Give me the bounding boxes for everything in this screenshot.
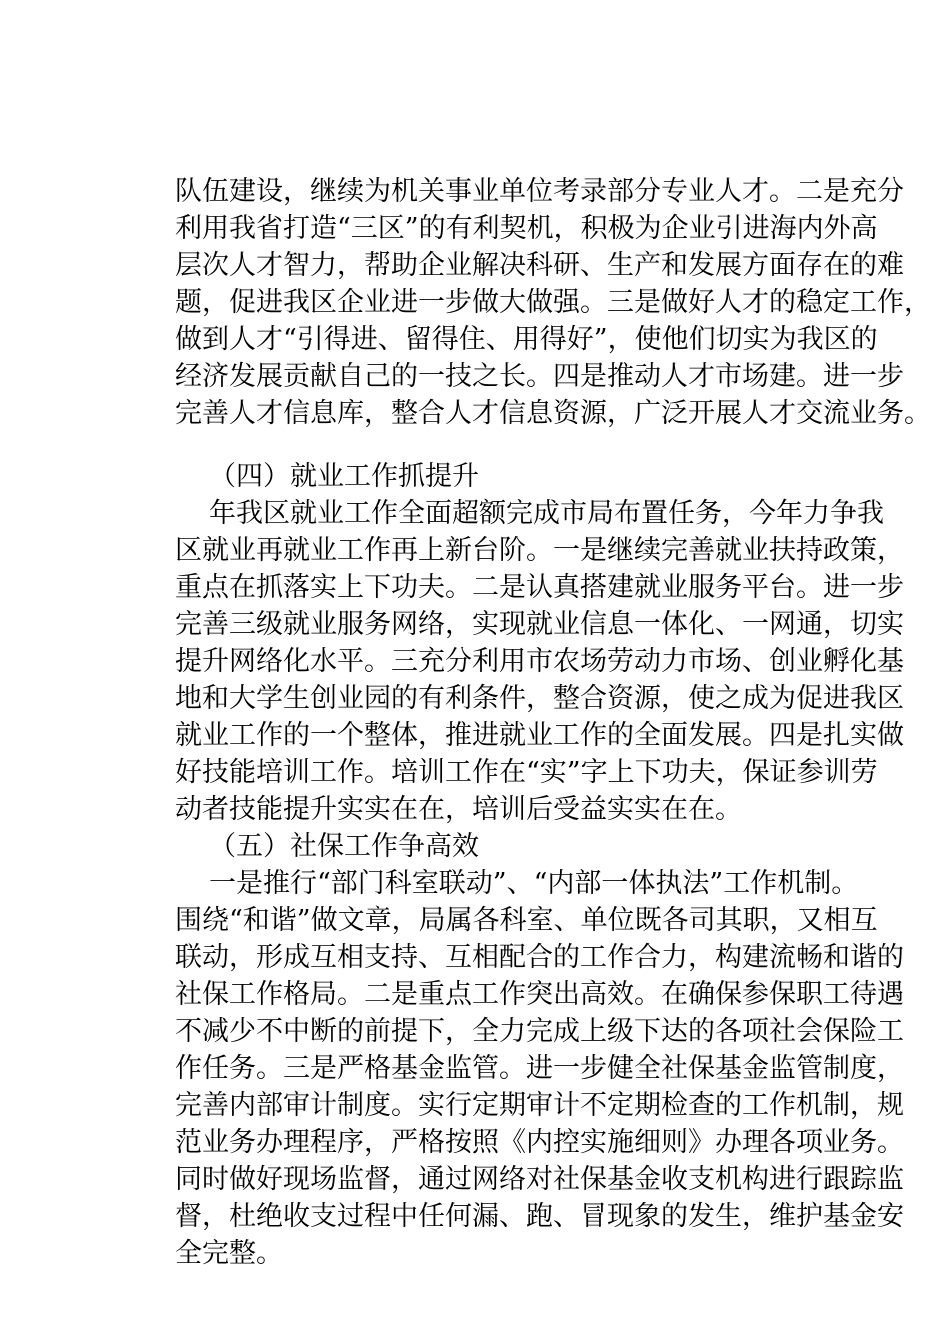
body-line: 层次人才智力，帮助企业解决科研、生产和发展方面存在的难 xyxy=(175,250,904,281)
body-line: 题，促进我区企业进一步做大做强。三是做好人才的稳定工作， xyxy=(175,287,931,318)
body-line: 队伍建设，继续为机关事业单位考录部分专业人才。二是充分 xyxy=(175,176,904,207)
body-line: 提升网络化水平。三充分利用市农场劳动力市场、创业孵化基 xyxy=(175,646,904,677)
body-line: 范业务办理程序，严格按照《内控实施细则》办理各项业务。 xyxy=(175,1127,904,1158)
body-line: 社保工作格局。二是重点工作突出高效。在确保参保职工待遇 xyxy=(175,979,904,1010)
body-line: 动者技能提升实实在在，培训后受益实实在在。 xyxy=(175,794,742,825)
body-line: 不减少不中断的前提下，全力完成上级下达的各项社会保险工 xyxy=(175,1016,904,1047)
body-line: 督，杜绝收支过程中任何漏、跑、冒现象的发生，维护基金安 xyxy=(175,1201,904,1232)
section-heading: （五）社保工作争高效 xyxy=(209,831,479,862)
body-line: 好技能培训工作。培训工作在“实”字上下功夫，保证参训劳 xyxy=(175,757,878,788)
body-line: 作任务。三是严格基金监管。进一步健全社保基金监管制度， xyxy=(175,1053,904,1084)
body-line: 完善三级就业服务网络，实现就业信息一体化、一网通，切实 xyxy=(175,609,904,640)
body-line: 做到人才“引得进、留得住、用得好”，使他们切实为我区的 xyxy=(175,324,878,355)
body-line: 重点在抓落实上下功夫。二是认真搭建就业服务平台。进一步 xyxy=(175,572,904,603)
body-line: 完善内部审计制度。实行定期审计不定期检查的工作机制，规 xyxy=(175,1090,904,1121)
body-line: 就业工作的一个整体，推进就业工作的全面发展。四是扎实做 xyxy=(175,720,904,751)
body-line: 一是推行“部门科室联动”、“内部一体执法”工作机制。 xyxy=(209,868,859,899)
body-line: 全完整。 xyxy=(175,1238,283,1269)
body-line: 地和大学生创业园的有利条件，整合资源，使之成为促进我区 xyxy=(175,683,904,714)
section-heading: （四）就业工作抓提升 xyxy=(209,461,479,492)
body-line: 完善人才信息库，整合人才信息资源，广泛开展人才交流业务。 xyxy=(175,398,931,429)
body-line: 联动，形成互相支持、互相配合的工作合力，构建流畅和谐的 xyxy=(175,942,904,973)
body-line: 同时做好现场监督，通过网络对社保基金收支机构进行跟踪监 xyxy=(175,1164,904,1195)
body-line: 经济发展贡献自己的一技之长。四是推动人才市场建。进一步 xyxy=(175,361,904,392)
body-line: 区就业再就业工作再上新台阶。一是继续完善就业扶持政策， xyxy=(175,535,904,566)
body-line: 围绕“和谐”做文章，局属各科室、单位既各司其职，又相互 xyxy=(175,905,878,936)
body-line: 年我区就业工作全面超额完成市局布置任务，今年力争我 xyxy=(209,498,884,529)
body-line: 利用我省打造“三区”的有利契机，积极为企业引进海内外高 xyxy=(175,213,878,244)
